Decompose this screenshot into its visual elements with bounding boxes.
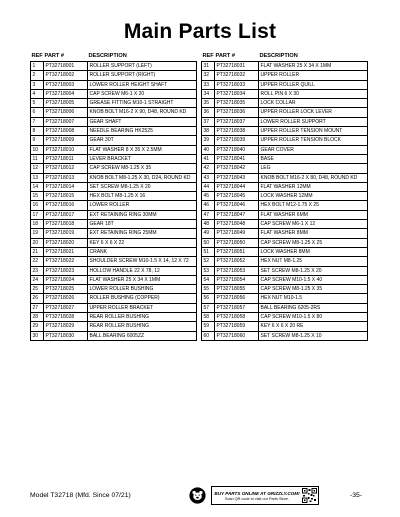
- ref-cell: 37: [202, 117, 215, 126]
- ref-cell: 30: [31, 331, 44, 340]
- ref-cell: 24: [31, 275, 44, 284]
- description-cell: HEX NUT M10-1.5: [259, 294, 368, 303]
- part-number-cell: PT32718044: [215, 182, 259, 191]
- description-cell: BASE: [259, 154, 368, 163]
- part-number-cell: PT32718010: [44, 145, 88, 154]
- parts-tables: [30, 52, 368, 341]
- table-row: [31, 71, 197, 80]
- ref-cell: 1: [31, 62, 44, 71]
- table-row: [202, 220, 368, 229]
- description-cell: CAP SCREW M10-1.5 X 40: [259, 275, 368, 284]
- ref-cell: 12: [31, 164, 44, 173]
- ref-cell: 18: [31, 220, 44, 229]
- ref-cell: 60: [202, 331, 215, 340]
- part-number-cell: PT32718059: [215, 322, 259, 331]
- part-number-cell: PT32718023: [44, 266, 88, 275]
- qr-code-icon[interactable]: [302, 488, 317, 503]
- header-ref: REF: [31, 53, 43, 59]
- table-row: [31, 266, 197, 275]
- ref-cell: 25: [31, 285, 44, 294]
- table-row: [202, 145, 368, 154]
- ref-cell: 34: [202, 89, 215, 98]
- description-cell: REAR ROLLER BUSHING: [88, 313, 197, 322]
- ref-cell: 49: [202, 229, 215, 238]
- part-number-cell: PT32718057: [215, 303, 259, 312]
- header-ref: REF: [202, 53, 214, 59]
- table-row: [31, 257, 197, 266]
- description-cell: LOWER ROLLER HEIGHT SHAFT: [88, 80, 197, 89]
- description-cell: REAR ROLLER BUSHING: [88, 322, 197, 331]
- part-number-cell: PT32718058: [215, 313, 259, 322]
- ref-cell: 54: [202, 275, 215, 284]
- description-cell: NEEDLE BEARING HK2525: [88, 127, 197, 136]
- part-number-cell: PT32718054: [215, 275, 259, 284]
- table-row: [202, 71, 368, 80]
- part-number-cell: PT32718029: [44, 322, 88, 331]
- part-number-cell: PT32718020: [44, 238, 88, 247]
- table-row: [202, 192, 368, 201]
- description-cell: KNOB BOLT M16-2 X 90, D48, ROUND KD: [88, 108, 197, 117]
- promo-subtext: Scan QR code to visit our Parts Store.: [224, 496, 290, 501]
- ref-cell: 32: [202, 71, 215, 80]
- table-row: [202, 322, 368, 331]
- table-row: [202, 182, 368, 191]
- ref-cell: 45: [202, 192, 215, 201]
- description-cell: EXT RETAINING RING 30MM: [88, 210, 197, 219]
- part-number-cell: PT32718028: [44, 313, 88, 322]
- part-number-cell: PT32718042: [215, 164, 259, 173]
- ref-cell: 36: [202, 108, 215, 117]
- part-number-cell: PT32718016: [44, 201, 88, 210]
- part-number-cell: PT32718036: [215, 108, 259, 117]
- grizzly-bear-logo-icon: [189, 487, 206, 504]
- table-row: [31, 331, 197, 340]
- table-row: [202, 154, 368, 163]
- ref-cell: 15: [31, 192, 44, 201]
- description-cell: LOCK COLLAR: [259, 99, 368, 108]
- ref-cell: 7: [31, 117, 44, 126]
- ref-cell: 38: [202, 127, 215, 136]
- description-cell: HEX BOLT M8-1.25 X 16: [88, 192, 197, 201]
- description-cell: ROLL PIN 6 X 30: [259, 89, 368, 98]
- table-row: [202, 99, 368, 108]
- ref-cell: 53: [202, 266, 215, 275]
- part-number-cell: PT32718015: [44, 192, 88, 201]
- table-row: [202, 62, 368, 71]
- parts-store-banner[interactable]: [211, 486, 319, 505]
- ref-cell: 13: [31, 173, 44, 182]
- parts-table-right-body: [202, 62, 368, 341]
- header-part: PART #: [44, 53, 64, 59]
- description-cell: SET SCREW M8-1.25 X 10: [259, 331, 368, 340]
- description-cell: SET SCREW M8-1.25 X 20: [259, 266, 368, 275]
- description-cell: SET SCREW M8-1.25 X 20: [88, 182, 197, 191]
- description-cell: CAP SCREW M10-1.5 X 80: [259, 313, 368, 322]
- description-cell: SHOULDER SCREW M10-1.5 X 14, 12 X 72: [88, 257, 197, 266]
- part-number-cell: PT32718052: [215, 257, 259, 266]
- ref-cell: 26: [31, 294, 44, 303]
- table-row: [31, 275, 197, 284]
- table-row: [31, 145, 197, 154]
- part-number-cell: PT32718019: [44, 229, 88, 238]
- description-cell: UPPER ROLLER TENSION BLOCK: [259, 136, 368, 145]
- promo-headline: BUY PARTS ONLINE AT GRIZZLY.COM!: [214, 490, 300, 496]
- description-cell: CRANK: [88, 247, 197, 256]
- part-number-cell: PT32718031: [215, 62, 259, 71]
- table-row: [31, 108, 197, 117]
- description-cell: FLAT WASHER 12MM: [259, 182, 368, 191]
- ref-cell: 2: [31, 71, 44, 80]
- table-row: [202, 108, 368, 117]
- ref-cell: 43: [202, 173, 215, 182]
- table-row: [202, 266, 368, 275]
- table-row: [31, 303, 197, 312]
- table-row: [202, 285, 368, 294]
- table-row: [202, 294, 368, 303]
- ref-cell: 35: [202, 99, 215, 108]
- description-cell: HEX BOLT M12-1.75 X 25: [259, 201, 368, 210]
- description-cell: ROLLER SUPPORT (RIGHT): [88, 71, 197, 80]
- table-row: [31, 247, 197, 256]
- part-number-cell: PT32718009: [44, 136, 88, 145]
- description-cell: FLAT WASHER 25 X 34 X 1MM: [88, 275, 197, 284]
- ref-cell: 11: [31, 154, 44, 163]
- table-row: [202, 89, 368, 98]
- description-cell: CAP SCREW M8-1.25 X 25: [259, 238, 368, 247]
- description-cell: HOLLOW HANDLE 22 X 78, 12: [88, 266, 197, 275]
- part-number-cell: PT32718014: [44, 182, 88, 191]
- part-number-cell: PT32718003: [44, 80, 88, 89]
- part-number-cell: PT32718041: [215, 154, 259, 163]
- table-row: [202, 201, 368, 210]
- table-row: [31, 136, 197, 145]
- table-row: [202, 275, 368, 284]
- part-number-cell: PT32718006: [44, 108, 88, 117]
- table-row: [31, 99, 197, 108]
- part-number-cell: PT32718043: [215, 173, 259, 182]
- part-number-cell: PT32718017: [44, 210, 88, 219]
- part-number-cell: PT32718027: [44, 303, 88, 312]
- header-part: PART #: [215, 53, 235, 59]
- description-cell: GEAR COVER: [259, 145, 368, 154]
- part-number-cell: PT32718035: [215, 99, 259, 108]
- description-cell: FLAT WASHER 8 X 35 X 2.5MM: [88, 145, 197, 154]
- part-number-cell: PT32718045: [215, 192, 259, 201]
- part-number-cell: PT32718001: [44, 62, 88, 71]
- description-cell: FLAT WASHER 6MM: [259, 210, 368, 219]
- description-cell: UPPER ROLLER LOCK LEVER: [259, 108, 368, 117]
- ref-cell: 6: [31, 108, 44, 117]
- header-description: DESCRIPTION: [259, 53, 298, 59]
- table-row: [202, 136, 368, 145]
- part-number-cell: PT32718002: [44, 71, 88, 80]
- table-row: [202, 173, 368, 182]
- table-row: [202, 229, 368, 238]
- model-footer: Model T32718 (Mfd. Since 07/21): [30, 492, 131, 499]
- ref-cell: 10: [31, 145, 44, 154]
- description-cell: UPPER ROLLER: [259, 71, 368, 80]
- description-cell: KNOB BOLT M16-2 X 80, D48, ROUND KD: [259, 173, 368, 182]
- table-row: [31, 80, 197, 89]
- part-number-cell: PT32718038: [215, 127, 259, 136]
- part-number-cell: PT32718032: [215, 71, 259, 80]
- ref-cell: 14: [31, 182, 44, 191]
- description-cell: HEX NUT M8-1.25: [259, 257, 368, 266]
- ref-cell: 31: [202, 62, 215, 71]
- ref-cell: 41: [202, 154, 215, 163]
- ref-cell: 23: [31, 266, 44, 275]
- description-cell: CAP SCREW M8-1.25 X 35: [259, 285, 368, 294]
- description-cell: LOWER ROLLER BUSHING: [88, 285, 197, 294]
- description-cell: ROLLER SUPPORT (LEFT): [88, 62, 197, 71]
- table-row: [31, 220, 197, 229]
- ref-cell: 29: [31, 322, 44, 331]
- ref-cell: 21: [31, 247, 44, 256]
- description-cell: GEAR 30T: [88, 136, 197, 145]
- part-number-cell: PT32718021: [44, 247, 88, 256]
- part-number-cell: PT32718013: [44, 173, 88, 182]
- ref-cell: 40: [202, 145, 215, 154]
- table-row: [31, 294, 197, 303]
- part-number-cell: PT32718004: [44, 89, 88, 98]
- ref-cell: 9: [31, 136, 44, 145]
- ref-cell: 39: [202, 136, 215, 145]
- page-title: Main Parts List: [123, 20, 277, 43]
- part-number-cell: PT32718011: [44, 154, 88, 163]
- ref-cell: 51: [202, 247, 215, 256]
- page-number: -35-: [350, 492, 363, 499]
- table-row: [202, 164, 368, 173]
- part-number-cell: PT32718022: [44, 257, 88, 266]
- table-row: [31, 117, 197, 126]
- ref-cell: 47: [202, 210, 215, 219]
- part-number-cell: PT32718040: [215, 145, 259, 154]
- description-cell: KEY 6 X 6 X 22: [88, 238, 197, 247]
- part-number-cell: PT32718024: [44, 275, 88, 284]
- ref-cell: 22: [31, 257, 44, 266]
- description-cell: CAP SCREW M8-1.25 X 35: [88, 164, 197, 173]
- parts-table-left-body: [31, 62, 197, 341]
- table-header-row: [202, 52, 368, 62]
- part-number-cell: PT32718047: [215, 210, 259, 219]
- ref-cell: 56: [202, 294, 215, 303]
- part-number-cell: PT32718026: [44, 294, 88, 303]
- table-row: [31, 164, 197, 173]
- description-cell: GREASE FITTING M10-1 STRAIGHT: [88, 99, 197, 108]
- ref-cell: 17: [31, 210, 44, 219]
- part-number-cell: PT32718048: [215, 220, 259, 229]
- table-row: [31, 285, 197, 294]
- part-number-cell: PT32718025: [44, 285, 88, 294]
- part-number-cell: PT32718037: [215, 117, 259, 126]
- ref-cell: 27: [31, 303, 44, 312]
- part-number-cell: PT32718018: [44, 220, 88, 229]
- description-cell: LOWER ROLLER: [88, 201, 197, 210]
- ref-cell: 46: [202, 201, 215, 210]
- parts-table-left: [30, 52, 197, 341]
- ref-cell: 57: [202, 303, 215, 312]
- table-row: [202, 117, 368, 126]
- table-row: [202, 127, 368, 136]
- part-number-cell: PT32718046: [215, 201, 259, 210]
- part-number-cell: PT32718007: [44, 117, 88, 126]
- description-cell: LOWER ROLLER SUPPORT: [259, 117, 368, 126]
- part-number-cell: PT32718030: [44, 331, 88, 340]
- description-cell: ROLLER BUSHING (COPPER): [88, 294, 197, 303]
- part-number-cell: PT32718005: [44, 99, 88, 108]
- description-cell: FLAT WASHER 25 X 34 X 1MM: [259, 62, 368, 71]
- description-cell: CAP SCREW M6-1 X 20: [88, 89, 197, 98]
- table-row: [31, 210, 197, 219]
- part-number-cell: PT32718033: [215, 80, 259, 89]
- ref-cell: 16: [31, 201, 44, 210]
- part-number-cell: PT32718039: [215, 136, 259, 145]
- ref-cell: 59: [202, 322, 215, 331]
- table-row: [31, 154, 197, 163]
- part-number-cell: PT32718050: [215, 238, 259, 247]
- ref-cell: 20: [31, 238, 44, 247]
- description-cell: FLAT WASHER 8MM: [259, 229, 368, 238]
- description-cell: BALL BEARING 6005ZZ: [88, 331, 197, 340]
- table-row: [31, 322, 197, 331]
- ref-cell: 44: [202, 182, 215, 191]
- ref-cell: 28: [31, 313, 44, 322]
- table-row: [31, 201, 197, 210]
- ref-cell: 58: [202, 313, 215, 322]
- part-number-cell: PT32718051: [215, 247, 259, 256]
- description-cell: GEAR 18T: [88, 220, 197, 229]
- ref-cell: 5: [31, 99, 44, 108]
- parts-table-right: [201, 52, 368, 341]
- ref-cell: 4: [31, 89, 44, 98]
- header-description: DESCRIPTION: [88, 53, 127, 59]
- ref-cell: 42: [202, 164, 215, 173]
- table-row: [202, 257, 368, 266]
- description-cell: EXT RETAINING RING 25MM: [88, 229, 197, 238]
- part-number-cell: PT32718049: [215, 229, 259, 238]
- part-number-cell: PT32718055: [215, 285, 259, 294]
- ref-cell: 52: [202, 257, 215, 266]
- description-cell: LOCK WASHER 12MM: [259, 192, 368, 201]
- table-row: [31, 89, 197, 98]
- ref-cell: 3: [31, 80, 44, 89]
- table-row: [202, 210, 368, 219]
- table-row: [31, 127, 197, 136]
- table-row: [31, 238, 197, 247]
- description-cell: LEVER BRACKET: [88, 154, 197, 163]
- ref-cell: 8: [31, 127, 44, 136]
- table-row: [202, 238, 368, 247]
- table-row: [31, 173, 197, 182]
- description-cell: KNOB BOLT M8-1.25 X 30, D24, ROUND KD: [88, 173, 197, 182]
- ref-cell: 55: [202, 285, 215, 294]
- description-cell: LEG: [259, 164, 368, 173]
- part-number-cell: PT32718008: [44, 127, 88, 136]
- ref-cell: 33: [202, 80, 215, 89]
- description-cell: CAP SCREW M6-1 X 12: [259, 220, 368, 229]
- part-number-cell: PT32718056: [215, 294, 259, 303]
- description-cell: UPPER ROLLER TENSION MOUNT: [259, 127, 368, 136]
- table-row: [202, 247, 368, 256]
- table-row: [202, 313, 368, 322]
- ref-cell: 50: [202, 238, 215, 247]
- table-row: [31, 229, 197, 238]
- table-row: [202, 331, 368, 340]
- table-row: [31, 182, 197, 191]
- table-row: [31, 192, 197, 201]
- part-number-cell: PT32718034: [215, 89, 259, 98]
- table-row: [31, 62, 197, 71]
- table-header-row: [31, 52, 197, 62]
- part-number-cell: PT32718060: [215, 331, 259, 340]
- description-cell: UPPER ROLLER QUILL: [259, 80, 368, 89]
- description-cell: UPPER ROLLER BRACKET: [88, 303, 197, 312]
- table-row: [31, 313, 197, 322]
- table-row: [202, 80, 368, 89]
- part-number-cell: PT32718012: [44, 164, 88, 173]
- description-cell: GEAR SHAFT: [88, 117, 197, 126]
- ref-cell: 48: [202, 220, 215, 229]
- ref-cell: 19: [31, 229, 44, 238]
- part-number-cell: PT32718053: [215, 266, 259, 275]
- description-cell: KEY 6 X 6 X 20 RE: [259, 322, 368, 331]
- table-row: [202, 303, 368, 312]
- description-cell: BALL BEARING 6205-2RS: [259, 303, 368, 312]
- description-cell: LOCK WASHER 8MM: [259, 247, 368, 256]
